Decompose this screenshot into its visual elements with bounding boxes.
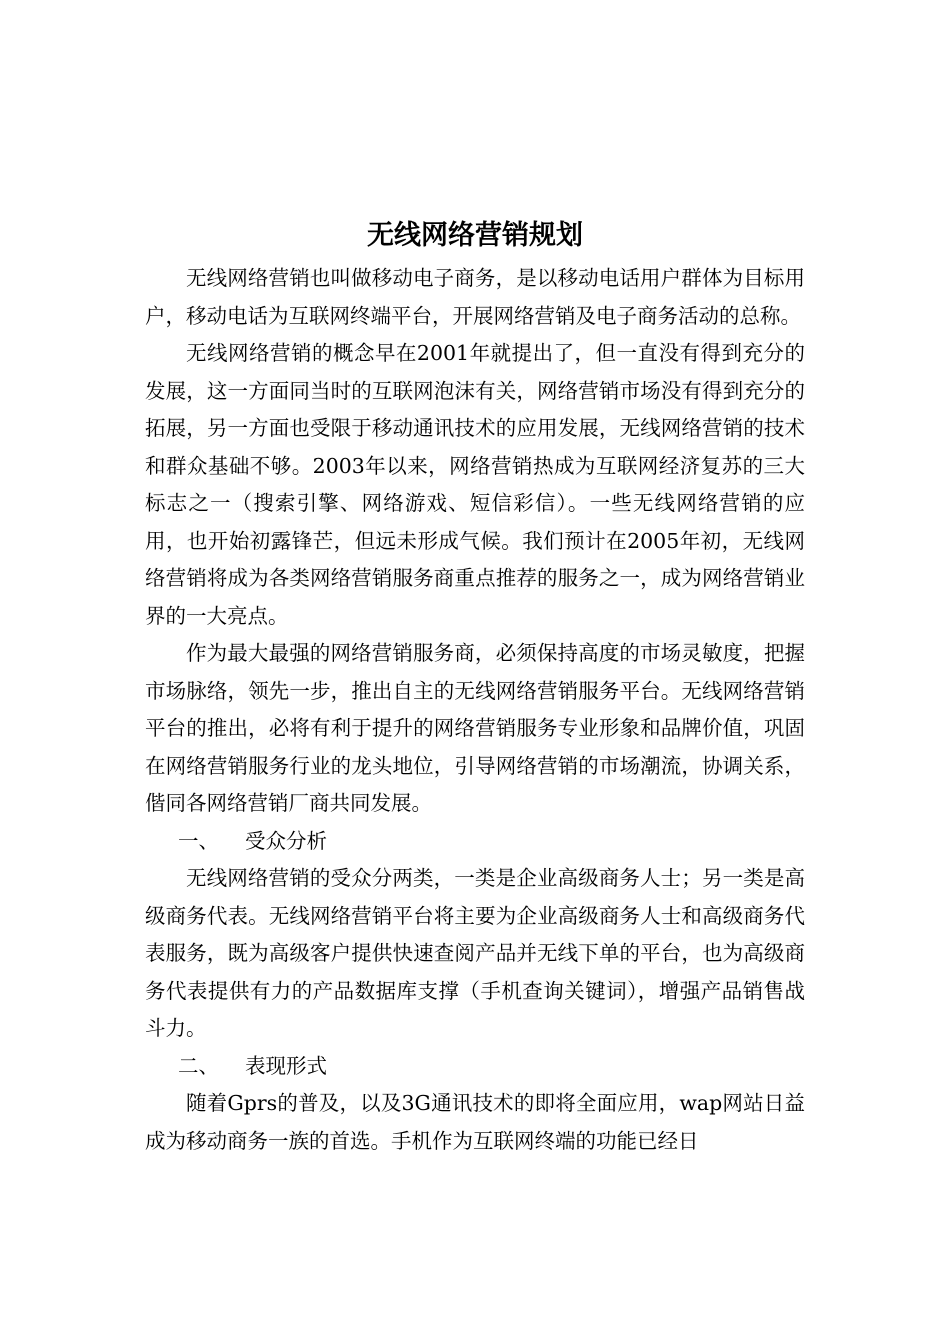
document-title: 无线网络营销规划 (367, 220, 583, 251)
document-body (145, 260, 805, 1160)
section-title: 受众分析 (245, 828, 327, 853)
paragraph-history: 无线网络营销的概念早在2001年就提出了，但一直没有得到充分的发展，这一方面同当时的互联网泡沫有关，网络营销市场没有得到充分的拓展，另一方面也受限于移动通讯技术的应用发展，无线网络营销的技术和群众基础不够。2003年以来，网络营销热成为互联网经济复苏的三大标志之一（搜索引擎、网络游戏、短信彩信）。一些无线网络营销的应用，也开始初露锋芒，但远未形成气候。我们预计在2005年初，无线网络营销将成为各类网络营销服务商重点推荐的服务之一，成为网络营销业界的一大亮点。 (145, 341, 805, 628)
section-number: 二、 (178, 1053, 219, 1078)
section-heading-format (145, 1048, 805, 1086)
paragraph-strategy: 作为最大最强的网络营销服务商，必须保持高度的市场灵敏度，把握市场脉络，领先一步，推出自主的无线网络营销服务平台。无线网络营销平台的推出，必将有利于提升的网络营销服务专业形象和品牌价值，巩固在网络营销服务行业的龙头地位，引导网络营销的市场潮流，协调关系，偕同各网络营销厂商共同发展。 (145, 641, 805, 815)
section-title: 表现形式 (245, 1053, 327, 1078)
paragraph-format: 随着Gprs的普及，以及3G通讯技术的即将全面应用，wap网站日益成为移动商务一族的首选。手机作为互联网终端的功能已经日 (145, 1091, 805, 1153)
paragraph-audience: 无线网络营销的受众分两类，一类是企业高级商务人士；另一类是高级商务代表。无线网络营销平台将主要为企业高级商务人士和高级商务代表服务，既为高级客户提供快速查阅产品并无线下单的平台，也为高级商务代表提供有力的产品数据库支撑（手机查询关键词），增强产品销售战斗力。 (145, 866, 805, 1040)
paragraph-definition: 无线网络营销也叫做移动电子商务，是以移动电话用户群体为目标用户，移动电话为互联网终端平台，开展网络营销及电子商务活动的总称。 (145, 266, 805, 328)
section-number: 一、 (178, 828, 219, 853)
section-heading-audience (145, 823, 805, 861)
